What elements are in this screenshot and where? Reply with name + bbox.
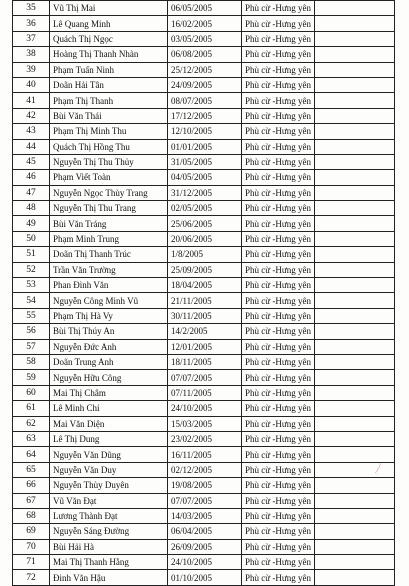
notes-cell (315, 478, 395, 493)
row-number-cell: 59 (13, 370, 50, 385)
table-row (13, 478, 395, 493)
date-of-birth-cell: 18/04/2005 (168, 278, 242, 293)
table-row (13, 231, 395, 246)
row-number-cell: 69 (13, 524, 50, 539)
student-name-cell: Nguyễn Ngọc Thùy Trang (50, 185, 168, 200)
student-name-cell: Mai Thị Thanh Hằng (50, 555, 168, 570)
row-number-cell: 44 (13, 139, 50, 154)
address-cell: Phù cừ -Hưng yên (242, 493, 315, 508)
row-number-cell: 64 (13, 447, 50, 462)
row-number-cell: 51 (13, 247, 50, 262)
student-name-cell: Lê Thị Dung (50, 431, 168, 446)
student-name-cell: Doãn Trung Anh (50, 354, 168, 369)
row-number-cell: 41 (13, 93, 50, 108)
table-row (13, 324, 395, 339)
table-row (13, 401, 395, 416)
student-name-cell: Bùi Văn Tráng (50, 216, 168, 231)
date-of-birth-cell: 21/11/2005 (168, 293, 242, 308)
student-name-cell: Vũ Văn Đạt (50, 493, 168, 508)
row-number-cell: 71 (13, 555, 50, 570)
student-name-cell: Trần Văn Trường (50, 262, 168, 277)
notes-cell (315, 231, 395, 246)
date-of-birth-cell: 30/11/2005 (168, 308, 242, 323)
red-stamp-mark: ~~~ (372, 461, 385, 476)
date-of-birth-cell: 24/10/2005 (168, 555, 242, 570)
date-of-birth-cell: 14/2/2005 (168, 324, 242, 339)
table-row (13, 62, 395, 77)
student-name-cell: Nguyễn Công Minh Vũ (50, 293, 168, 308)
student-name-cell: Lê Quang Minh (50, 16, 168, 31)
address-cell: Phù cừ -Hưng yên (242, 478, 315, 493)
address-cell: Phù cừ -Hưng yên (242, 124, 315, 139)
row-number-cell: 70 (13, 539, 50, 554)
student-table (12, 0, 395, 586)
address-cell: Phù cừ -Hưng yên (242, 247, 315, 262)
row-number-cell: 46 (13, 170, 50, 185)
date-of-birth-cell: 06/08/2005 (168, 47, 242, 62)
date-of-birth-cell: 07/07/2005 (168, 370, 242, 385)
table-row (13, 47, 395, 62)
address-cell: Phù cừ -Hưng yên (242, 293, 315, 308)
row-number-cell: 48 (13, 201, 50, 216)
notes-cell (315, 262, 395, 277)
table-row (13, 462, 395, 477)
table-row (13, 262, 395, 277)
row-number-cell: 53 (13, 278, 50, 293)
student-name-cell: Đinh Văn Hậu (50, 570, 168, 585)
notes-cell (315, 324, 395, 339)
notes-cell (315, 124, 395, 139)
student-list-sheet (12, 0, 395, 586)
notes-cell (315, 493, 395, 508)
address-cell: Phù cừ -Hưng yên (242, 108, 315, 123)
student-name-cell: Vũ Thị Mai (50, 1, 168, 16)
date-of-birth-cell: 17/12/2005 (168, 108, 242, 123)
notes-cell (315, 385, 395, 400)
notes-cell (315, 16, 395, 31)
address-cell: Phù cừ -Hưng yên (242, 47, 315, 62)
date-of-birth-cell: 16/11/2005 (168, 447, 242, 462)
table-row (13, 139, 395, 154)
table-row (13, 570, 395, 585)
row-number-cell: 67 (13, 493, 50, 508)
address-cell: Phù cừ -Hưng yên (242, 339, 315, 354)
student-name-cell: Phạm Tuấn Ninh (50, 62, 168, 77)
date-of-birth-cell: 08/07/2005 (168, 93, 242, 108)
date-of-birth-cell: 26/09/2005 (168, 539, 242, 554)
table-row (13, 508, 395, 523)
address-cell: Phù cừ -Hưng yên (242, 401, 315, 416)
table-row (13, 185, 395, 200)
row-number-cell: 40 (13, 77, 50, 92)
notes-cell (315, 278, 395, 293)
row-number-cell: 56 (13, 324, 50, 339)
row-number-cell: 47 (13, 185, 50, 200)
date-of-birth-cell: 04/05/2005 (168, 170, 242, 185)
table-row (13, 31, 395, 46)
notes-cell (315, 416, 395, 431)
row-number-cell: 35 (13, 1, 50, 16)
address-cell: Phù cừ -Hưng yên (242, 416, 315, 431)
address-cell: Phù cừ -Hưng yên (242, 93, 315, 108)
row-number-cell: 45 (13, 154, 50, 169)
date-of-birth-cell: 31/05/2005 (168, 154, 242, 169)
student-name-cell: Phan Đình Văn (50, 278, 168, 293)
table-row (13, 308, 395, 323)
student-name-cell: Lương Thành Đạt (50, 508, 168, 523)
student-name-cell: Bùi Thị Thúy An (50, 324, 168, 339)
date-of-birth-cell: 03/05/2005 (168, 31, 242, 46)
date-of-birth-cell: 12/10/2005 (168, 124, 242, 139)
table-row (13, 216, 395, 231)
row-number-cell: 38 (13, 47, 50, 62)
table-row (13, 278, 395, 293)
notes-cell (315, 108, 395, 123)
date-of-birth-cell: 15/03/2005 (168, 416, 242, 431)
row-number-cell: 58 (13, 354, 50, 369)
row-number-cell: 63 (13, 431, 50, 446)
table-row (13, 124, 395, 139)
address-cell: Phù cừ -Hưng yên (242, 524, 315, 539)
student-name-cell: Nguyễn Sáng Đường (50, 524, 168, 539)
notes-cell (315, 62, 395, 77)
row-number-cell: 49 (13, 216, 50, 231)
student-name-cell: Phạm Thị Thanh (50, 93, 168, 108)
student-name-cell: Bùi Hải Hà (50, 539, 168, 554)
address-cell: Phù cừ -Hưng yên (242, 185, 315, 200)
row-number-cell: 43 (13, 124, 50, 139)
table-row (13, 493, 395, 508)
notes-cell (315, 201, 395, 216)
row-number-cell: 65 (13, 462, 50, 477)
row-number-cell: 50 (13, 231, 50, 246)
row-number-cell: 72 (13, 570, 50, 585)
address-cell: Phù cừ -Hưng yên (242, 324, 315, 339)
notes-cell (315, 401, 395, 416)
notes-cell (315, 508, 395, 523)
address-cell: Phù cừ -Hưng yên (242, 16, 315, 31)
address-cell: Phù cừ -Hưng yên (242, 462, 315, 477)
address-cell: Phù cừ -Hưng yên (242, 1, 315, 16)
address-cell: Phù cừ -Hưng yên (242, 370, 315, 385)
student-name-cell: Phạm Minh Trung (50, 231, 168, 246)
student-name-cell: Phạm Thị Hà Vy (50, 308, 168, 323)
notes-cell (315, 154, 395, 169)
address-cell: Phù cừ -Hưng yên (242, 231, 315, 246)
row-number-cell: 68 (13, 508, 50, 523)
date-of-birth-cell: 19/08/2005 (168, 478, 242, 493)
row-number-cell: 55 (13, 308, 50, 323)
student-name-cell: Nguyễn Thùy Duyên (50, 478, 168, 493)
date-of-birth-cell: 02/05/2005 (168, 201, 242, 216)
address-cell: Phù cừ -Hưng yên (242, 31, 315, 46)
notes-cell (315, 354, 395, 369)
address-cell: Phù cừ -Hưng yên (242, 201, 315, 216)
student-name-cell: Nguyễn Đức Anh (50, 339, 168, 354)
notes-cell (315, 216, 395, 231)
notes-cell (315, 247, 395, 262)
notes-cell (315, 77, 395, 92)
table-row (13, 539, 395, 554)
table-row (13, 431, 395, 446)
student-name-cell: Nguyễn Văn Dũng (50, 447, 168, 462)
table-row (13, 154, 395, 169)
address-cell: Phù cừ -Hưng yên (242, 262, 315, 277)
student-name-cell: Phạm Thị Minh Thu (50, 124, 168, 139)
notes-cell (315, 339, 395, 354)
row-number-cell: 54 (13, 293, 50, 308)
address-cell: Phù cừ -Hưng yên (242, 354, 315, 369)
notes-cell (315, 524, 395, 539)
address-cell: Phù cừ -Hưng yên (242, 308, 315, 323)
date-of-birth-cell: 16/02/2005 (168, 16, 242, 31)
row-number-cell: 66 (13, 478, 50, 493)
notes-cell (315, 539, 395, 554)
student-table-body (13, 1, 395, 586)
date-of-birth-cell: 06/04/2005 (168, 524, 242, 539)
date-of-birth-cell: 25/06/2005 (168, 216, 242, 231)
notes-cell (315, 47, 395, 62)
date-of-birth-cell: 1/8/2005 (168, 247, 242, 262)
student-name-cell: Quách Thị Hồng Thu (50, 139, 168, 154)
date-of-birth-cell: 23/02/2005 (168, 431, 242, 446)
address-cell: Phù cừ -Hưng yên (242, 385, 315, 400)
table-row (13, 170, 395, 185)
address-cell: Phù cừ -Hưng yên (242, 216, 315, 231)
address-cell: Phù cừ -Hưng yên (242, 278, 315, 293)
address-cell: Phù cừ -Hưng yên (242, 539, 315, 554)
student-name-cell: Nguyễn Thị Thu Trang (50, 201, 168, 216)
table-row (13, 370, 395, 385)
row-number-cell: 60 (13, 385, 50, 400)
table-row (13, 416, 395, 431)
student-name-cell: Phạm Viết Toàn (50, 170, 168, 185)
table-row (13, 1, 395, 16)
row-number-cell: 42 (13, 108, 50, 123)
table-row (13, 339, 395, 354)
notes-cell (315, 308, 395, 323)
address-cell: Phù cừ -Hưng yên (242, 447, 315, 462)
table-row (13, 524, 395, 539)
date-of-birth-cell: 14/03/2005 (168, 508, 242, 523)
date-of-birth-cell: 25/12/2005 (168, 62, 242, 77)
table-row (13, 247, 395, 262)
student-name-cell: Mai Văn Diện (50, 416, 168, 431)
table-row (13, 293, 395, 308)
date-of-birth-cell: 31/12/2005 (168, 185, 242, 200)
student-name-cell: Doãn Thị Thanh Trúc (50, 247, 168, 262)
date-of-birth-cell: 24/10/2005 (168, 401, 242, 416)
row-number-cell: 57 (13, 339, 50, 354)
student-name-cell: Bùi Văn Thái (50, 108, 168, 123)
address-cell: Phù cừ -Hưng yên (242, 77, 315, 92)
address-cell: Phù cừ -Hưng yên (242, 139, 315, 154)
address-cell: Phù cừ -Hưng yên (242, 570, 315, 585)
notes-cell (315, 139, 395, 154)
date-of-birth-cell: 20/06/2005 (168, 231, 242, 246)
date-of-birth-cell: 18/11/2005 (168, 354, 242, 369)
address-cell: Phù cừ -Hưng yên (242, 154, 315, 169)
row-number-cell: 62 (13, 416, 50, 431)
date-of-birth-cell: 12/01/2005 (168, 339, 242, 354)
date-of-birth-cell: 01/01/2005 (168, 139, 242, 154)
table-row (13, 16, 395, 31)
table-row (13, 201, 395, 216)
notes-cell (315, 293, 395, 308)
notes-cell (315, 170, 395, 185)
date-of-birth-cell: 07/07/2005 (168, 493, 242, 508)
table-row (13, 354, 395, 369)
table-row (13, 447, 395, 462)
table-row (13, 385, 395, 400)
notes-cell (315, 185, 395, 200)
student-name-cell: Mai Thị Châm (50, 385, 168, 400)
row-number-cell: 39 (13, 62, 50, 77)
row-number-cell: 36 (13, 16, 50, 31)
student-name-cell: Nguyễn Văn Duy (50, 462, 168, 477)
address-cell: Phù cừ -Hưng yên (242, 170, 315, 185)
notes-cell (315, 370, 395, 385)
table-row (13, 108, 395, 123)
date-of-birth-cell: 25/09/2005 (168, 262, 242, 277)
student-name-cell: Lê Minh Chí (50, 401, 168, 416)
notes-cell (315, 93, 395, 108)
notes-cell (315, 431, 395, 446)
address-cell: Phù cừ -Hưng yên (242, 508, 315, 523)
notes-cell (315, 1, 395, 16)
date-of-birth-cell: 07/11/2005 (168, 385, 242, 400)
row-number-cell: 37 (13, 31, 50, 46)
notes-cell (315, 31, 395, 46)
table-row (13, 93, 395, 108)
table-row (13, 77, 395, 92)
date-of-birth-cell: 24/09/2005 (168, 77, 242, 92)
date-of-birth-cell: 02/12/2005 (168, 462, 242, 477)
student-name-cell: Quách Thị Ngọc (50, 31, 168, 46)
student-name-cell: Nguyễn Thị Thu Thủy (50, 154, 168, 169)
student-name-cell: Hoàng Thị Thanh Nhàn (50, 47, 168, 62)
notes-cell (315, 570, 395, 585)
date-of-birth-cell: 06/05/2005 (168, 1, 242, 16)
address-cell: Phù cừ -Hưng yên (242, 555, 315, 570)
row-number-cell: 52 (13, 262, 50, 277)
address-cell: Phù cừ -Hưng yên (242, 62, 315, 77)
row-number-cell: 61 (13, 401, 50, 416)
address-cell: Phù cừ -Hưng yên (242, 431, 315, 446)
student-name-cell: Nguyễn Hữu Công (50, 370, 168, 385)
date-of-birth-cell: 01/10/2005 (168, 570, 242, 585)
student-name-cell: Doãn Hải Tân (50, 77, 168, 92)
